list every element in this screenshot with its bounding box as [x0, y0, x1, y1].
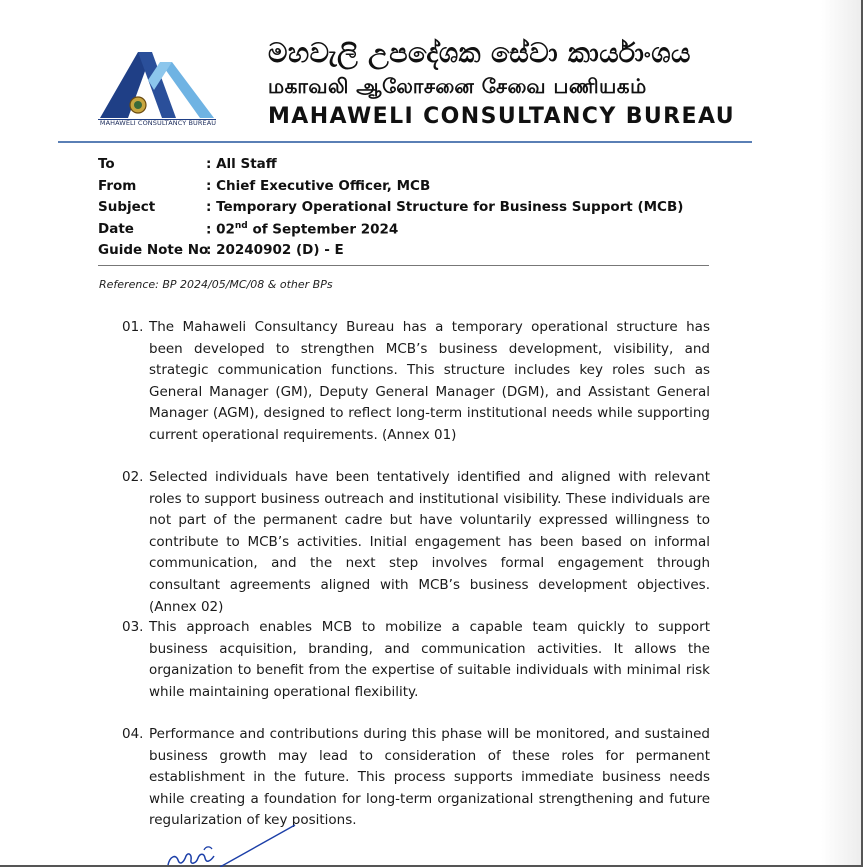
paragraph-number: 01.	[122, 319, 144, 335]
paragraph-01	[122, 317, 710, 447]
from-label: From	[98, 177, 137, 194]
paragraph-03	[122, 617, 710, 703]
to-label: To	[98, 156, 115, 172]
paragraph-text: The Mahaweli Consultancy Bureau has a temporary operational structure has been developed to strengthen MCB’s business development, visibility, and strategic communication functions. This structure includes key roles such as General Manager (GM), Deputy General Manager (DGM), and Assistant General Manager (AGM), designed to reflect long-term institutional needs while supporting current operational requirements. (Annex 01)	[149, 319, 710, 443]
reference-line: Reference: BP 2024/05/MC/08 & other BPs	[99, 278, 333, 291]
org-name-english: MAHAWELI CONSULTANCY BUREAU	[268, 104, 735, 129]
to-value: : All Staff	[206, 156, 277, 172]
guide-note-label: Guide Note No	[98, 242, 209, 258]
mcb-logo	[98, 48, 218, 130]
logo-caption: MAHAWELI CONSULTANCY BUREAU	[99, 119, 217, 127]
subject-label: Subject	[98, 199, 156, 215]
org-name-sinhala: මහවැලි උපදේශක සේවා කාර්යාංශය	[268, 38, 691, 69]
org-name-tamil: மகாவலி ஆலோசனை சேவை பணியகம்	[268, 74, 647, 98]
date-label: Date	[98, 220, 134, 237]
date-prefix: : 02	[206, 221, 235, 237]
from-value: : Chief Executive Officer, MCB	[206, 177, 431, 194]
paragraph-number: 02.	[122, 469, 144, 485]
header-divider	[58, 141, 752, 143]
paragraph-text: This approach enables MCB to mobilize a capable team quickly to support business acquisition, branding, and communication activities. It allows the organization to benefit from the expertise of suitable individuals with minimal risk while maintaining operational flexibility.	[149, 619, 710, 700]
paragraph-04	[122, 724, 710, 832]
subject-value: : Temporary Operational Structure for Business Support (MCB)	[206, 199, 684, 215]
date-value	[206, 221, 398, 238]
memo-divider	[98, 265, 709, 266]
paragraph-02	[122, 467, 710, 618]
paragraph-text: Selected individuals have been tentatively identified and aligned with relevant roles to support business outreach and institutional visibility. These individuals are not part of the permanent cadre but have voluntarily expressed willingness to contribute to MCB’s activities. Initial engagement has been based on informal communication, and the next step involves formal engagement through consultant agreements aligned with MCB’s business development objectives. (Annex 02)	[149, 469, 710, 615]
paragraph-text: Performance and contributions during this phase will be monitored, and sustained business growth may lead to consideration of these roles for permanent establishment in the future. This process supports immediate business needs while creating a foundation for long-term organizational strengthening and future regularization of key positions.	[149, 726, 710, 829]
scan-shade	[821, 0, 861, 867]
paragraph-number: 04.	[122, 726, 144, 742]
paragraph-number: 03.	[122, 619, 144, 635]
guide-note-value: : 20240902 (D) - E	[206, 242, 344, 258]
handwritten-signature	[160, 820, 320, 867]
date-ordinal: nd	[234, 220, 248, 231]
date-rest: of September 2024	[247, 221, 399, 237]
